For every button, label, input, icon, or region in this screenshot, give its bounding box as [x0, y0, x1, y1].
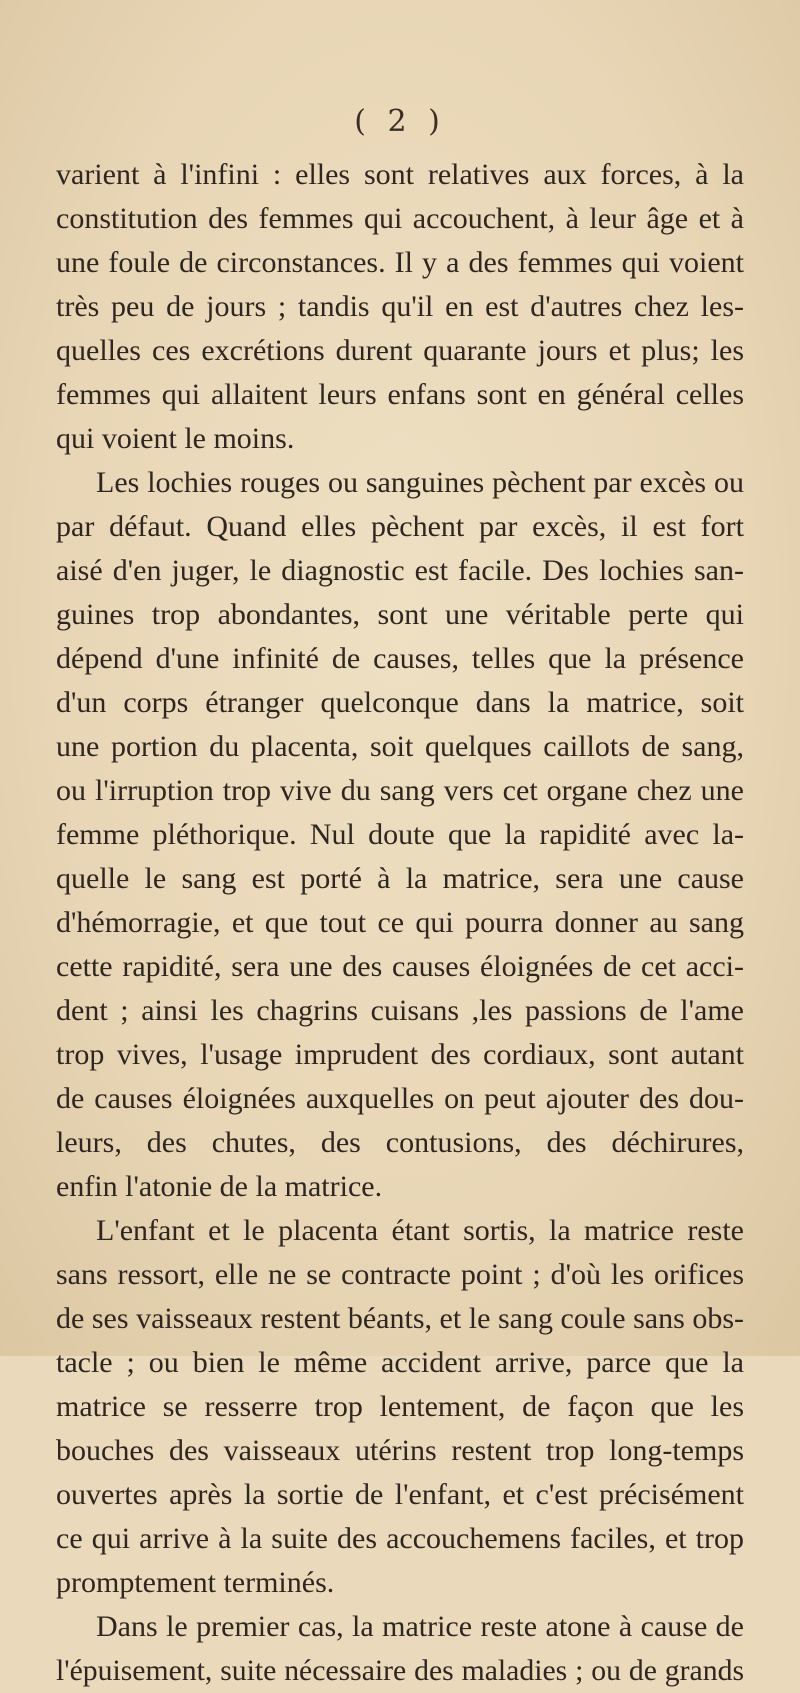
text-line: de causes éloignées auxquelles on peut ajouter des dou-	[56, 1082, 744, 1115]
page-number: ( 2 )	[354, 104, 446, 139]
text-line: varient à l'infini : elles sont relatives aux forces, à la	[56, 158, 744, 191]
text-line: l'épuisement, suite nécessaire des maladies ; ou de grands	[56, 1655, 744, 1687]
text-line: dépend d'une infinité de causes, telles que la présence	[56, 642, 744, 675]
text-line: ou l'irruption trop vive du sang vers cet organe chez une	[56, 774, 744, 807]
text-line: sans ressort, elle ne se contracte point ; d'où les orifices	[56, 1258, 744, 1291]
text-line: aisé d'en juger, le diagnostic est facile. Des lochies san-	[56, 554, 744, 587]
text-line: ce qui arrive à la suite des accouchemens faciles, et trop	[56, 1522, 744, 1555]
body-text	[56, 153, 744, 1693]
text-line: quelles ces excrétions durent quarante jours et plus; les	[56, 334, 744, 367]
text-line: une portion du placenta, soit quelques caillots de sang,	[56, 730, 744, 763]
text-line: ouvertes après la sortie de l'enfant, et c'est précisément	[56, 1478, 744, 1511]
text-line: femme pléthorique. Nul doute que la rapidité avec la-	[56, 818, 744, 851]
text-line: cette rapidité, sera une des causes éloignées de cet acci-	[56, 950, 744, 983]
text-line: guines trop abondantes, sont une véritable perte qui	[56, 598, 744, 631]
text-line: leurs, des chutes, des contusions, des déchirures,	[56, 1126, 744, 1159]
text-line: femmes qui allaitent leurs enfans sont en général celles	[56, 378, 744, 411]
text-line: qui voient le moins.	[56, 422, 295, 455]
text-line: Les lochies rouges ou sanguines pèchent par excès ou	[96, 466, 744, 499]
text-line: une foule de circonstances. Il y a des femmes qui voient	[56, 246, 744, 279]
text-line: très peu de jours ; tandis qu'il en est d'autres chez les-	[56, 290, 744, 323]
text-line: enfin l'atonie de la matrice.	[56, 1170, 383, 1203]
text-line: trop vives, l'usage imprudent des cordiaux, sont autant	[56, 1038, 744, 1071]
text-line: quelle le sang est porté à la matrice, sera une cause	[56, 862, 744, 895]
text-line: matrice se resserre trop lentement, de façon que les	[56, 1390, 744, 1423]
text-line: L'enfant et le placenta étant sortis, la matrice reste	[96, 1214, 744, 1247]
text-line: d'hémorragie, et que tout ce qui pourra donner au sang	[56, 906, 744, 939]
text-line: dent ; ainsi les chagrins cuisans ,les passions de l'ame	[56, 994, 744, 1027]
text-line: promptement terminés.	[56, 1566, 335, 1599]
text-line: de ses vaisseaux restent béants, et le sang coule sans obs-	[56, 1302, 744, 1335]
text-line: constitution des femmes qui accouchent, à leur âge et à	[56, 202, 744, 235]
text-line: bouches des vaisseaux utérins restent trop long-temps	[56, 1434, 744, 1467]
text-line: par défaut. Quand elles pèchent par excès, il est fort	[56, 510, 744, 543]
text-line: Dans le premier cas, la matrice reste atone à cause de	[96, 1610, 744, 1643]
text-line: tacle ; ou bien le même accident arrive, parce que la	[56, 1346, 744, 1379]
text-line: d'un corps étranger quelconque dans la matrice, soit	[56, 686, 744, 719]
